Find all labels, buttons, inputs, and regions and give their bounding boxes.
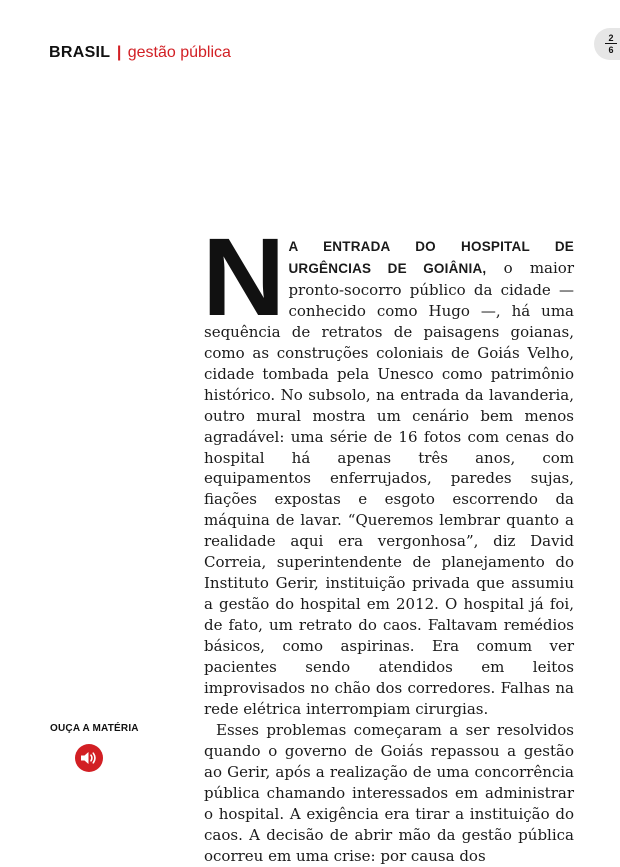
page-number-tab xyxy=(594,28,620,60)
article-lead-in: A ENTRADA DO HOSPITAL DE URGÊNCIAS DE GOIÂNIA, xyxy=(288,239,574,276)
speaker-icon xyxy=(80,750,98,766)
listen-widget xyxy=(50,723,139,772)
article-paragraph-1 xyxy=(202,216,574,720)
page-number-units: 6 xyxy=(608,45,614,55)
listen-button[interactable] xyxy=(75,744,103,772)
drop-cap: N xyxy=(202,216,286,339)
section-separator: | xyxy=(116,44,122,61)
section-name: BRASIL xyxy=(49,44,111,61)
subsection-name: gestão pública xyxy=(127,44,231,61)
listen-label: OUÇA A MATÉRIA xyxy=(50,723,139,734)
article-paragraph-2: Esses problemas começaram a ser resolvidos quando o governo de Goiás repassou a gestão ao Gerir, após a realização de uma concorrência pública chamando interessados em administrar o hospital. A exigência era tirar a instituição do caos. A decisão de abrir mão da gestão pública ocorreu em uma crise: por causa dos xyxy=(204,720,574,865)
section-header xyxy=(49,43,231,63)
article-paragraph-1-text: o maior pronto-socorro público da cidade — conhecido como Hugo —, há uma sequência de retratos de paisagens goianas, como as construções coloniais de Goiás Velho, cidade tombada pela Unesco como patrimônio histórico. No subsolo, na entrada da lavanderia, outro mural mostra um cenário bem menos agradável: uma série de 16 fotos com cenas do hospital há apenas três anos, com equipamentos enferrujados, paredes sujas, fiações expostas e esgoto escorrendo da máquina de lavar. “Queremos lembrar quanto a realidade aqui era vergonhosa”, diz David Correia, superintendente de planejamento do Instituto Gerir, instituição privada que assumiu a gestão do hospital em 2012. O hospital já foi, de fato, um retrato do caos. Faltavam remédios básicos, como aspirinas. Era comum ver pacientes sendo atendidos em leitos improvisados no chão dos corredores. Falhas na rede elétrica interrompiam cirurgias. xyxy=(204,258,574,718)
page-number-tens: 2 xyxy=(608,33,614,43)
page-number-rule xyxy=(605,43,617,44)
article-body xyxy=(202,216,574,867)
